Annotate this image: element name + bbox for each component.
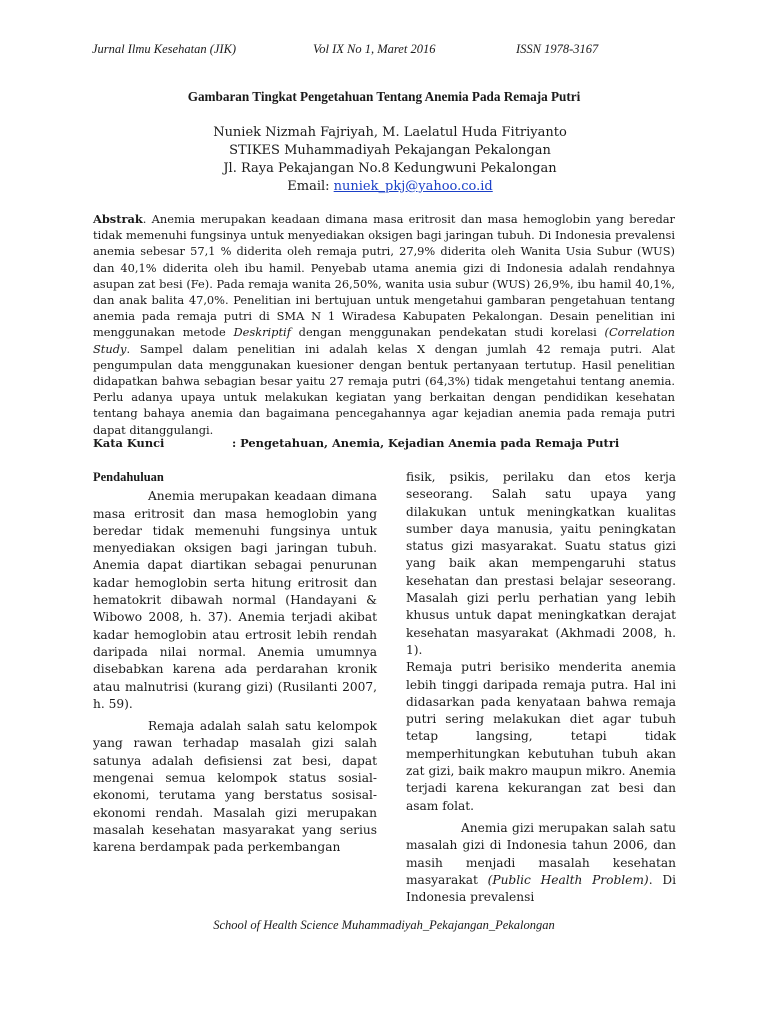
paragraph: fisik, psikis, perilaku dan etos kerja seseorang. Salah satu upaya yang dilakukan untuk meningkatkan kualitas sumber daya manusia, yaitu peningkatan status gizi masyarakat. Suatu status gizi yang baik akan mempengaruhi status kesehatan dan prestasi belajar seseorang. Masalah gizi perlu perhatian yang lebih khusus untuk dapat meningkatkan derajat kesehatan masyarakat (Akhmadi 2008, h. 1). xyxy=(406,470,676,657)
abstract xyxy=(93,211,675,438)
paragraph: Anemia merupakan keadaan dimana masa eritrosit dan masa hemoglobin yang beredar tidak memenuhi fungsinya untuk menyediakan oksigen bagi jaringan tubuh. Anemia dapat diartikan sebagai penurunan kadar hemoglobin serta hitung eritrosit dan hematokrit dibawah normal (Handayani & Wibowo 2008, h. 37). Anemia terjadi akibat kadar hemoglobin atau ertrosit lebih rendah daripada nilai normal. Anemia umumnya disebabkan karena ada perdarahan kronik atau malnutrisi (kurang gizi) (Rusilanti 2007, h. 59). xyxy=(93,489,377,711)
email-label: Email: xyxy=(287,179,334,194)
paragraph-italic: (Public Health Problem) xyxy=(487,872,649,887)
journal-volume: Vol IX No 1, Maret 2016 xyxy=(313,42,436,56)
abstract-text-1: . Anemia merupakan keadaan dimana masa eritrosit dan masa hemoglobin yang beredar tidak memenuhi fungsinya untuk menyediakan oksigen bagi jaringan tubuh. Di Indonesia prevalensi anemia sebesar 57,1 % diderita oleh remaja putri, 27,9% diderita oleh Wanita Usia Subur (WUS) dan 40,1% diderita oleh ibu hamil. Penyebab utama anemia gizi di Indonesia adalah rendahnya asupan zat besi (Fe). Pada remaja wanita 26,50%, wanita usia subur (WUS) 26,9%, ibu hamil 40,1%, dan anak balita 47,0%. Penelitian ini bertujuan untuk mengetahui gambaran pengetahuan tentang anemia pada remaja putri di SMA N 1 Wiradesa Kabupaten Pekalongan. Desain penelitian ini menggunakan metode xyxy=(93,212,675,340)
keywords-label: Kata Kunci xyxy=(93,436,165,450)
author-names: Nuniek Nizmah Fajriyah, M. Laelatul Huda Fitriyanto xyxy=(213,125,567,140)
paper-title: Gambaran Tingkat Pengetahuan Tentang Anemia Pada Remaja Putri xyxy=(187,89,581,104)
page-footer: School of Health Science Muhammadiyah_Pekajangan_Pekalongan xyxy=(213,918,555,932)
abstract-study: (Correlation Study xyxy=(93,325,675,356)
abstract-method: Deskriptif xyxy=(233,325,291,340)
journal-issn: ISSN 1978-3167 xyxy=(516,42,599,56)
paragraph-text: . Di Indonesia prevalensi xyxy=(406,872,676,905)
paragraph: Remaja putri berisiko menderita anemia lebih tinggi daripada remaja putra. Hal ini didasarkan pada kenyataan bahwa remaja putri sering melakukan diet agar tubuh tetap langsing, tetapi tidak memperhitungkan kebutuhan tubuh akan zat gizi, baik makro maupun mikro. Anemia terjadi karena kekurangan zat besi dan asam folat. xyxy=(406,660,676,813)
email-link[interactable]: nuniek_pkj@yahoo.co.id xyxy=(333,179,493,194)
left-column xyxy=(93,469,377,857)
right-column xyxy=(406,469,676,906)
author-address: Jl. Raya Pekajangan No.8 Kedungwuni Pekalongan xyxy=(223,161,557,176)
abstract-text-2: dengan menggunakan pendekatan studi korelasi xyxy=(290,325,605,340)
paragraph: Remaja adalah salah satu kelompok yang rawan terhadap masalah gizi salah satunya adalah defisiensi zat besi, dapat mengenai semua kelompok status sosial-ekonomi, terutama yang berstatus sosisal-ekonomi rendah. Masalah gizi merupakan masalah kesehatan masyarakat yang serius karena berdampak pada perkembangan xyxy=(93,719,377,855)
journal-name: Jurnal Ilmu Kesehatan (JIK) xyxy=(92,42,237,56)
paragraph xyxy=(406,820,676,906)
author-email-line xyxy=(150,178,630,196)
abstract-text-3: . Sampel dalam penelitian ini adalah kelas X dengan jumlah 42 remaja putri. Alat pengumpulan data menggunakan kuesioner dengan bentuk pertanyaan tertutup. Hasil penelitian didapatkan bahwa sebagian besar yaitu 27 remaja putri (64,3%) tidak mengetahui tentang anemia. Perlu adanya upaya untuk melakukan kegiatan yang berkaitan dengan pendidikan kesehatan tentang bahaya anemia dan bagaimana pencegahannya agar kejadian anemia pada remaja putri dapat ditanggulangi. xyxy=(93,341,675,437)
author-institution: STIKES Muhammadiyah Pekajangan Pekalongan xyxy=(229,143,551,158)
abstract-label: Abstrak xyxy=(93,212,143,226)
keywords-value: : Pengetahuan, Anemia, Kejadian Anemia pada Remaja Putri xyxy=(232,436,620,450)
section-heading: Pendahuluan xyxy=(93,470,164,484)
author-block xyxy=(150,124,630,196)
paragraph-text: Anemia gizi merupakan salah satu masalah gizi di Indonesia tahun 2006, dan masih menjadi masalah kesehatan masyarakat xyxy=(406,820,676,887)
keywords xyxy=(93,436,693,450)
